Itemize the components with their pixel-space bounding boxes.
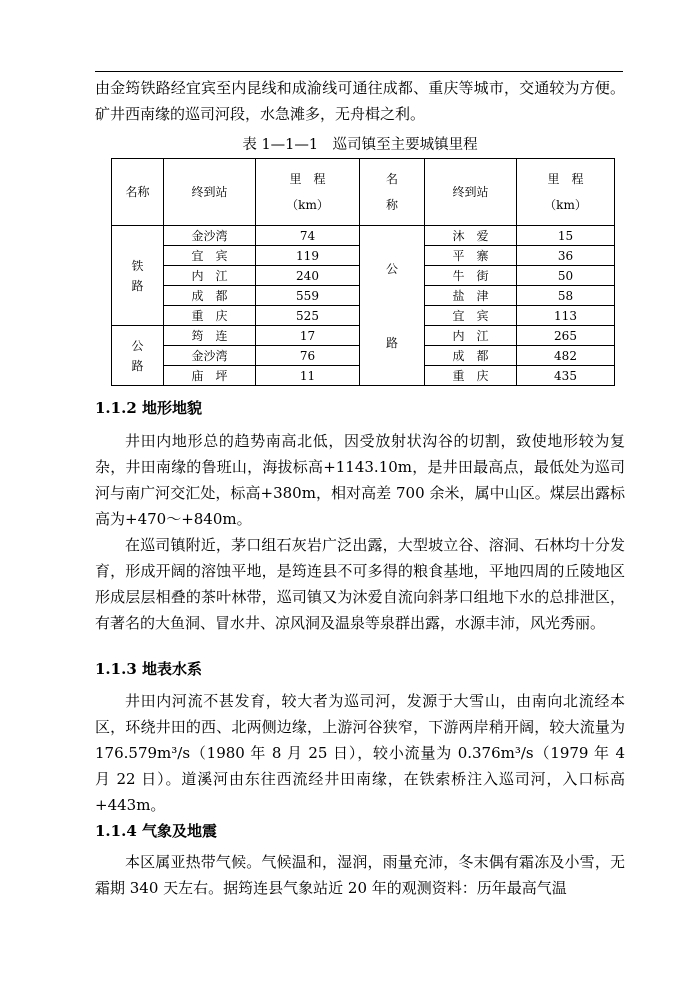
left-station: 内 江 <box>164 266 256 286</box>
section-1-1-2-paragraph-2: 在巡司镇附近，茅口组石灰岩广泛出露，大型坡立谷、溶洞、石林均十分发育，形成开阔的溶蚀平地，是筠连县不可多得的粮食基地，平地四周的丘陵地区形成层层相叠的茶叶林带，巡司镇又为沐爱自流向斜茅口组地下水的总排泄区，有著名的大鱼洞、冒水井、凉风洞及温泉等泉群出露，水源丰沛，风光秀丽。 <box>95 536 625 632</box>
section-number: 1.1.4 <box>95 822 137 840</box>
group-highway-left: 公 路 <box>112 326 164 386</box>
header-name-2-top: 名 <box>385 172 398 186</box>
left-station: 筠 连 <box>164 326 256 346</box>
mileage-table <box>111 158 615 386</box>
right-km: 113 <box>517 306 615 326</box>
right-station: 宜 宾 <box>425 306 517 326</box>
right-km: 58 <box>517 286 615 306</box>
right-station: 牛 街 <box>425 266 517 286</box>
right-station: 盐 津 <box>425 286 517 306</box>
section-1-1-2-paragraph-1: 井田内地形总的趋势南高北低，因受放射状沟谷的切割，致使地形较为复杂，井田南缘的鲁班山，海拔标高+1143.10m，是井田最高点，最低处为巡司河与南广河交汇处，标高+380m，相对高差 700 余米，属中山区。煤层出露标高为+470～+840m。 <box>95 432 625 528</box>
header-name-2 <box>360 159 425 226</box>
group-railway: 铁 路 <box>112 226 164 326</box>
right-station: 沐 爱 <box>425 226 517 246</box>
header-name: 名称 <box>112 159 164 226</box>
section-number: 1.1.3 <box>95 660 137 678</box>
right-km: 50 <box>517 266 615 286</box>
left-station: 成 都 <box>164 286 256 306</box>
header-station: 终到站 <box>164 159 256 226</box>
header-mileage <box>256 159 360 226</box>
left-km: 17 <box>256 326 360 346</box>
left-km: 119 <box>256 246 360 266</box>
left-km: 11 <box>256 366 360 386</box>
left-station: 庙 坪 <box>164 366 256 386</box>
right-km: 482 <box>517 346 615 366</box>
right-station: 平 寨 <box>425 246 517 266</box>
left-km: 240 <box>256 266 360 286</box>
header-mileage-label: 里 程 <box>289 172 326 186</box>
left-km: 74 <box>256 226 360 246</box>
left-km: 559 <box>256 286 360 306</box>
right-station: 成 都 <box>425 346 517 366</box>
header-mileage-2-unit: （km） <box>544 198 587 212</box>
header-name-2-bottom: 称 <box>385 198 398 212</box>
left-station: 重 庆 <box>164 306 256 326</box>
section-title: 气象及地震 <box>142 822 218 840</box>
section-1-1-3-paragraph-1: 井田内河流不甚发育，较大者为巡司河，发源于大雪山，由南向北流经本区，环绕井田的西、北两侧边缘，上游河谷狭窄，下游两岸稍开阔，较大流量为 176.579m³/s（1980 年 8 月 25 日），较小流量为 0.376m³/s（1979 年 4 月 22 日）。道溪河由东往西流经井田南缘，在铁索桥注入巡司河，入口标高+443m。 <box>95 692 625 814</box>
table-row <box>112 226 615 246</box>
header-mileage-2-label: 里 程 <box>547 172 584 186</box>
right-km: 15 <box>517 226 615 246</box>
intro-paragraph: 由金筠铁路经宜宾至内昆线和成渝线可通往成都、重庆等城市，交通较为方便。矿井西南缘的巡司河段，水急滩多，无舟楫之利。 <box>95 79 625 123</box>
group-highway-right: 公 路 <box>360 226 425 386</box>
header-rule <box>95 71 623 72</box>
right-km: 36 <box>517 246 615 266</box>
header-mileage-unit: （km） <box>286 198 329 212</box>
section-title: 地表水系 <box>142 660 203 678</box>
section-heading-1-1-4 <box>95 820 217 842</box>
left-station: 宜 宾 <box>164 246 256 266</box>
section-heading-1-1-3 <box>95 658 202 680</box>
header-station-2: 终到站 <box>425 159 517 226</box>
table-header-row <box>112 159 615 226</box>
right-km: 265 <box>517 326 615 346</box>
section-heading-1-1-2 <box>95 397 202 419</box>
table-caption: 表 1—1—1 巡司镇至主要城镇里程 <box>242 137 478 153</box>
section-title: 地形地貌 <box>142 399 203 417</box>
left-km: 525 <box>256 306 360 326</box>
left-station: 金沙湾 <box>164 226 256 246</box>
header-mileage-2 <box>517 159 615 226</box>
section-1-1-4-paragraph-1: 本区属亚热带气候。气候温和，湿润，雨量充沛，冬末偶有霜冻及小雪，无霜期 340 天左右。据筠连县气象站近 20 年的观测资料：历年最高气温 <box>95 853 625 897</box>
left-km: 76 <box>256 346 360 366</box>
right-station: 内 江 <box>425 326 517 346</box>
section-number: 1.1.2 <box>95 399 137 417</box>
right-km: 435 <box>517 366 615 386</box>
left-station: 金沙湾 <box>164 346 256 366</box>
right-station: 重 庆 <box>425 366 517 386</box>
